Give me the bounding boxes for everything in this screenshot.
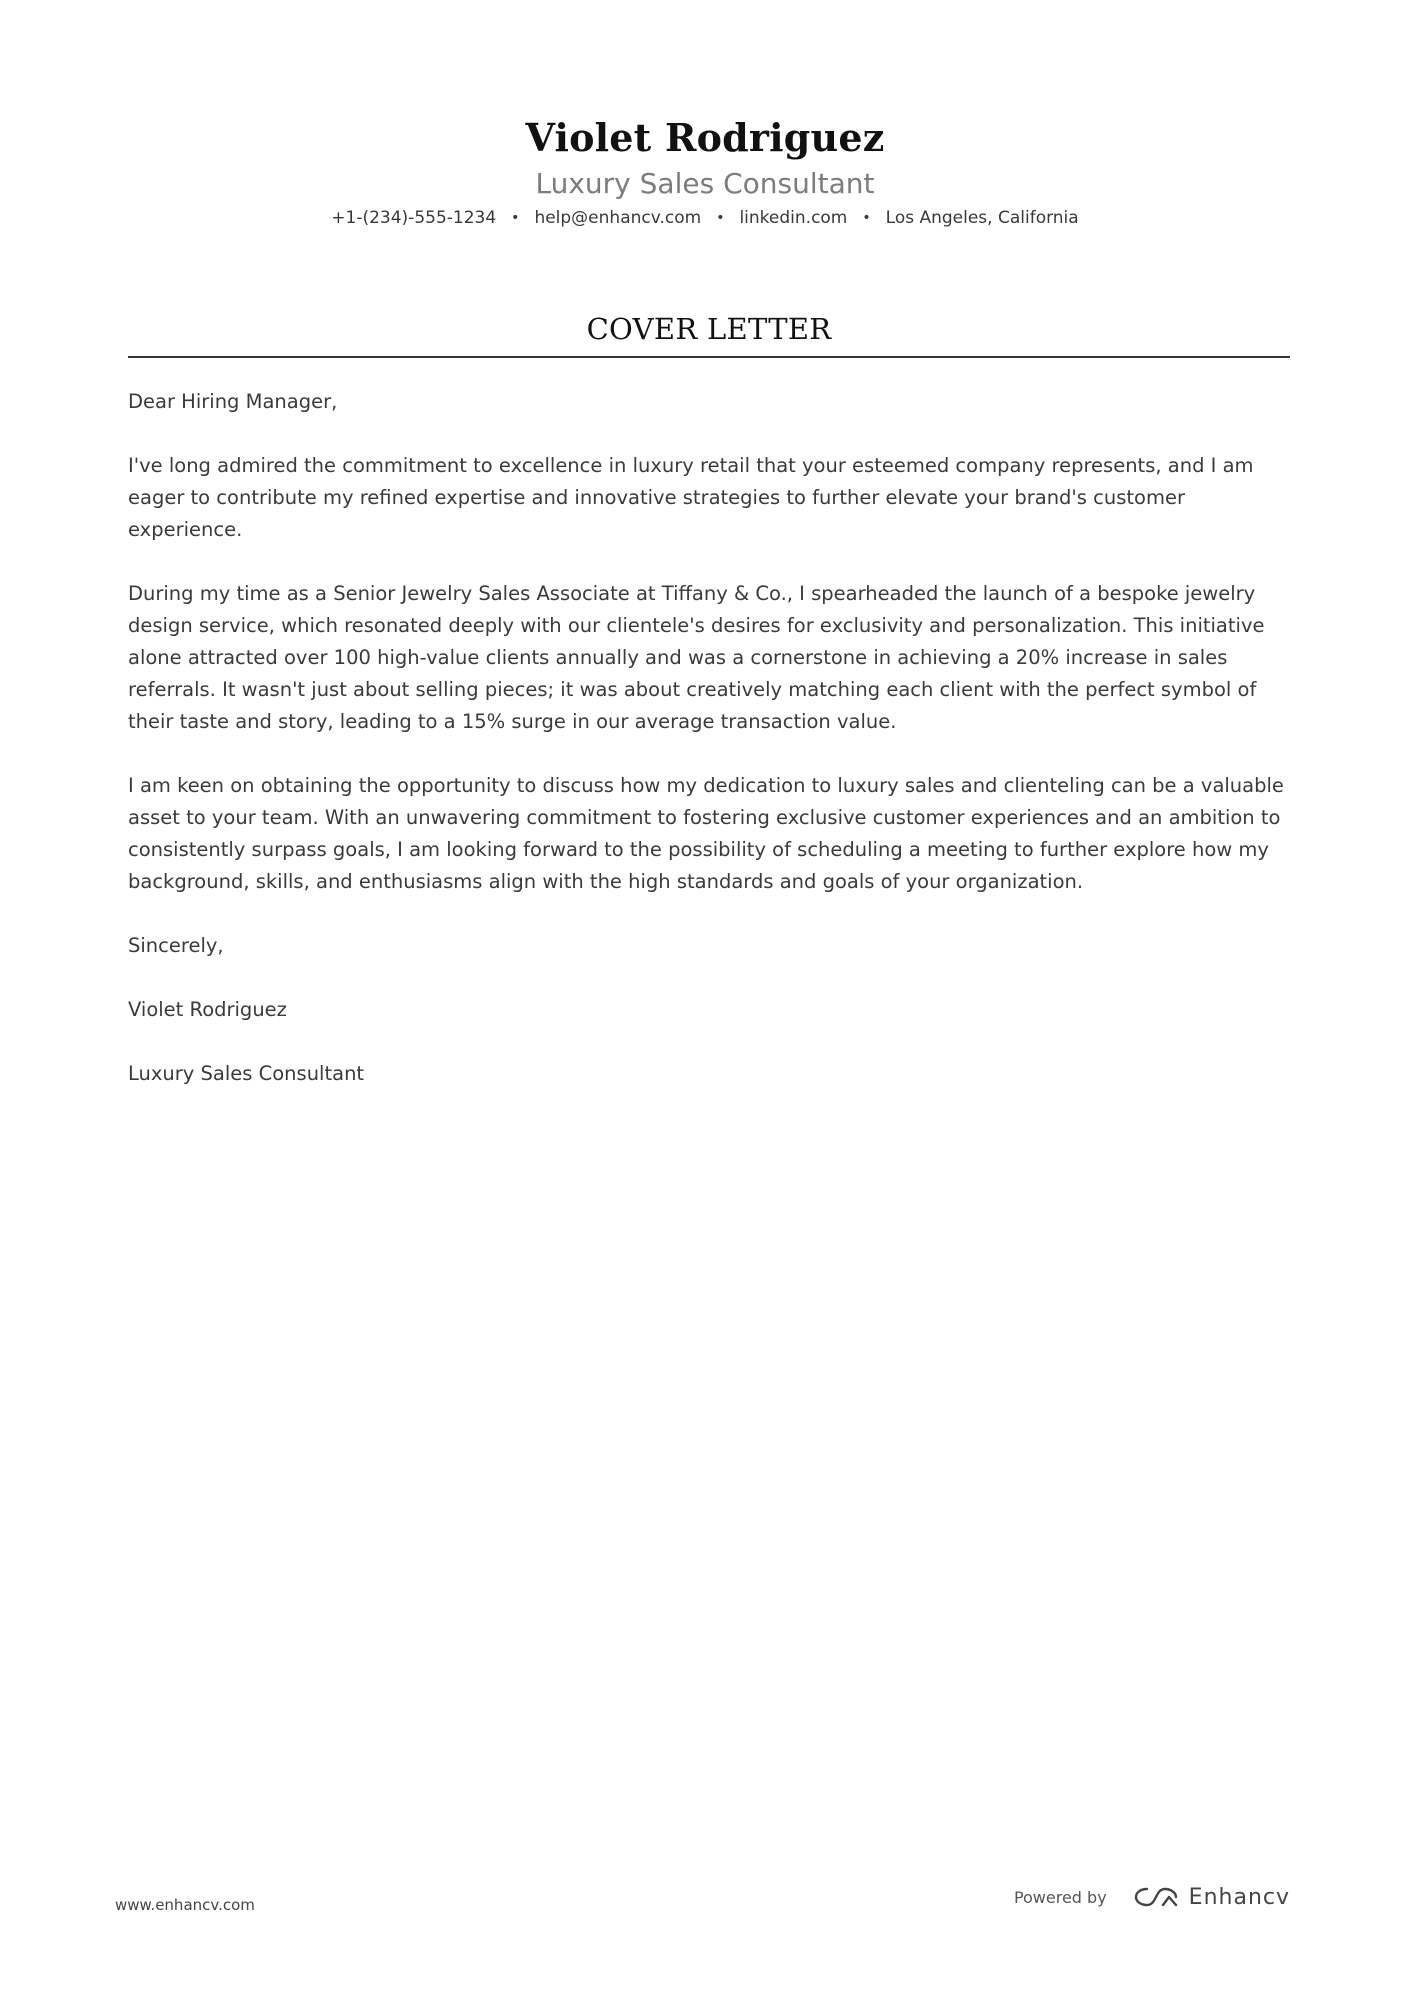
signature-title: Luxury Sales Consultant	[128, 1062, 365, 1085]
contact-separator: •	[716, 210, 725, 226]
contact-email: help@enhancv.com	[534, 208, 702, 228]
letter-salutation: Dear Hiring Manager,	[128, 390, 338, 413]
enhancv-logo-text: Enhancv	[1188, 1884, 1290, 1910]
powered-by-label: Powered by	[1013, 1887, 1107, 1907]
contact-linkedin: linkedin.com	[739, 208, 848, 228]
letter-paragraph: I've long admired the commitment to excellence in luxury retail that your esteemed company represents, and I am eager to contribute my refined expertise and innovative strategies to further elevate your brand's customer experience.	[128, 454, 1254, 541]
enhancv-logo-icon	[1133, 1884, 1179, 1910]
contact-location: Los Angeles, California	[885, 208, 1079, 228]
footer-branding	[1014, 1884, 1290, 1910]
contact-phone: +1-(234)-555-1234	[331, 208, 497, 228]
signature-name: Violet Rodriguez	[128, 998, 287, 1021]
letter-body	[128, 386, 1294, 1122]
letter-paragraph: I am keen on obtaining the opportunity to discuss how my dedication to luxury sales and clienteling can be a valuable asset to your team. With an unwavering commitment to fostering exclusive customer experiences and an ambition to consistently surpass goals, I am looking forward to the possibility of scheduling a meeting to further explore how my background, skills, and enthusiasms align with the high standards and goals of your organization.	[128, 774, 1284, 893]
contact-separator: •	[511, 210, 520, 226]
section-title: COVER LETTER	[586, 312, 832, 346]
contact-separator: •	[862, 210, 871, 226]
letter-paragraph: During my time as a Senior Jewelry Sales Associate at Tiffany & Co., I spearheaded the launch of a bespoke jewelry design service, which resonated deeply with our clientele's desires for exclusivity and personalization. This initiative alone attracted over 100 high-value clients annually and was a cornerstone in achieving a 20% increase in sales referrals. It wasn't just about selling pieces; it was about creatively matching each client with the perfect symbol of their taste and story, leading to a 15% surge in our average transaction value.	[128, 582, 1265, 733]
contact-line	[0, 206, 1410, 230]
candidate-role: Luxury Sales Consultant	[535, 167, 875, 200]
section-divider	[128, 356, 1290, 358]
candidate-name: Violet Rodriguez	[525, 115, 885, 160]
letter-closing: Sincerely,	[128, 934, 224, 957]
resume-header	[0, 112, 1410, 230]
footer-website[interactable]: www.enhancv.com	[115, 1896, 255, 1914]
